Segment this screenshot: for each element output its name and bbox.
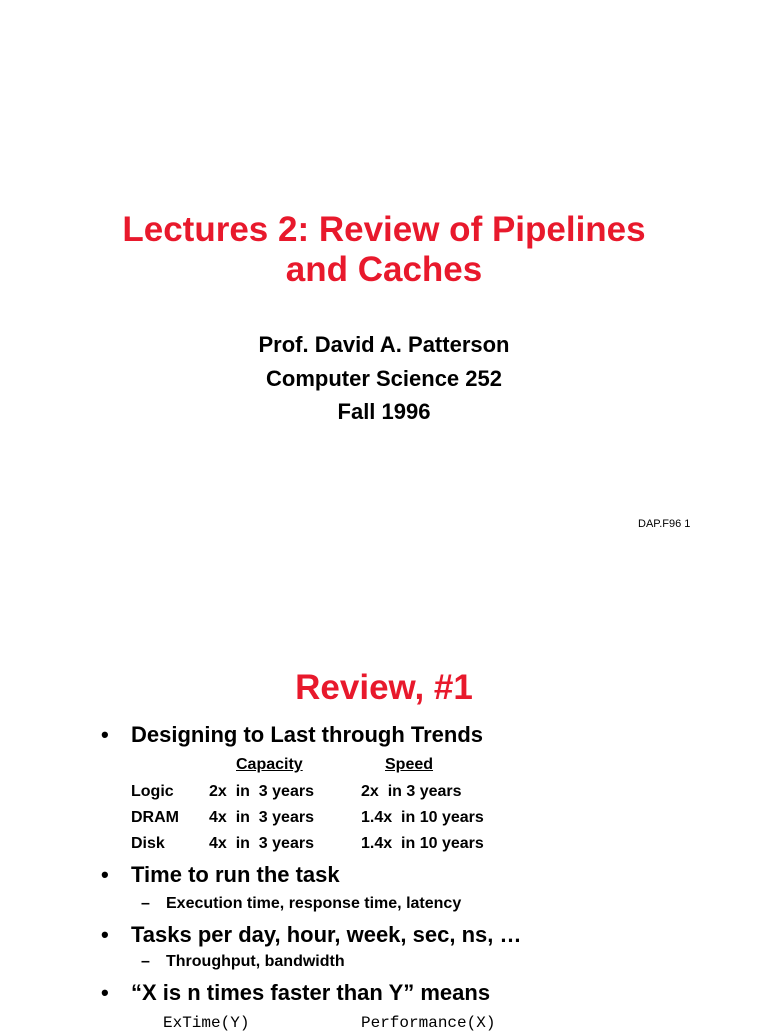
table-header-capacity: Capacity <box>236 756 303 773</box>
table-row-label: DRAM <box>131 809 179 826</box>
bullet-marker: • <box>101 922 109 947</box>
bullet-4: “X is n times faster than Y” means <box>131 980 491 1005</box>
slide1-course: Computer Science 252 <box>266 366 502 391</box>
table-row-label: Disk <box>131 835 165 852</box>
bullet-marker: • <box>101 980 109 1005</box>
formula-performance: Performance(X) <box>361 1014 496 1032</box>
table-row-capacity: 2x in 3 years <box>209 783 314 800</box>
sub-bullet-marker: – <box>141 895 150 912</box>
table-row-speed: 1.4x in 10 years <box>361 809 484 826</box>
bullet-2: Time to run the task <box>131 862 340 887</box>
table-row-label: Logic <box>131 783 174 800</box>
bullet-3: Tasks per day, hour, week, sec, ns, … <box>131 922 522 947</box>
table-header-speed: Speed <box>385 756 434 773</box>
slide1-title <box>0 210 768 290</box>
table-row-speed: 1.4x in 10 years <box>361 835 484 852</box>
slide1-title-line2: and Caches <box>285 250 483 289</box>
table-row-speed: 2x in 3 years <box>361 783 462 800</box>
slide2-title: Review, #1 <box>295 668 473 707</box>
bullet-marker: • <box>101 862 109 887</box>
slide1-footer: DAP.F96 1 <box>638 518 691 530</box>
formula-extime: ExTime(Y) <box>163 1014 250 1032</box>
bullet-marker: • <box>101 722 109 747</box>
sub-bullet-marker: – <box>141 953 150 970</box>
sub-bullet-1: Execution time, response time, latency <box>166 895 462 912</box>
slide1-title-line1: Lectures 2: Review of Pipelines <box>122 210 646 249</box>
bullet-1: Designing to Last through Trends <box>131 722 483 747</box>
slide1-term: Fall 1996 <box>337 399 431 424</box>
slide1-author: Prof. David A. Patterson <box>258 332 510 357</box>
table-row-capacity: 4x in 3 years <box>209 835 314 852</box>
table-row-capacity: 4x in 3 years <box>209 809 314 826</box>
sub-bullet-2: Throughput, bandwidth <box>166 953 345 970</box>
